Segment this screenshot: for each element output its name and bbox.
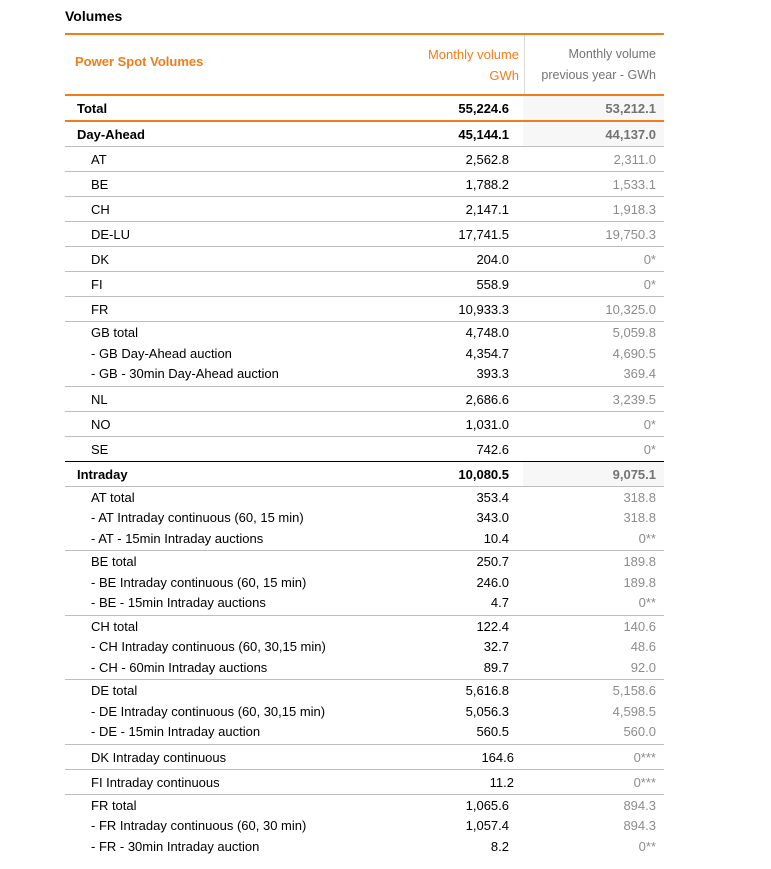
column-header-previous xyxy=(525,44,656,86)
table-row xyxy=(65,592,664,613)
previous-volume-cell: 189.8 xyxy=(623,574,656,590)
previous-volume-cell: 1,533.1 xyxy=(612,177,656,192)
current-volume-cell: 742.6 xyxy=(476,441,509,457)
current-volume-cell: 353.4 xyxy=(476,489,509,505)
current-volume-cell: 2,147.1 xyxy=(465,202,509,217)
table-row-group xyxy=(65,794,664,859)
previous-volume-cell: 5,158.6 xyxy=(612,683,656,698)
previous-volume-cell: 1,918.3 xyxy=(612,202,656,217)
current-volume-cell: 2,686.6 xyxy=(465,391,509,407)
table-row xyxy=(65,387,664,411)
previous-volume-cell: 48.6 xyxy=(630,639,656,654)
current-volume-cell: 11.2 xyxy=(489,774,514,790)
row-label: BE total xyxy=(91,554,137,569)
previous-volume-cell: 0*** xyxy=(633,774,656,790)
table-row xyxy=(65,657,664,678)
table-row-group xyxy=(65,146,664,171)
table-row-group xyxy=(65,221,664,246)
current-volume-cell: 250.7 xyxy=(476,554,509,569)
table-row-group xyxy=(65,550,664,615)
current-volume-cell: 2,562.8 xyxy=(465,152,509,167)
table-row-group xyxy=(65,196,664,221)
current-volume-cell: 122.4 xyxy=(476,618,509,634)
previous-volume-cell: 0* xyxy=(643,441,656,457)
current-volume-cell: 55,224.6 xyxy=(458,101,509,116)
previous-volume-cell: 0** xyxy=(638,530,656,546)
row-label: GB total xyxy=(91,325,138,340)
current-volume-cell: 4.7 xyxy=(490,595,509,610)
previous-volume-cell: 92.0 xyxy=(630,659,656,675)
table-header-label: Power Spot Volumes xyxy=(75,54,204,69)
table-row xyxy=(65,412,664,436)
row-label: - AT - 15min Intraday auctions xyxy=(91,530,264,546)
previous-volume-cell: 560.0 xyxy=(623,724,656,739)
current-volume-cell: 393.3 xyxy=(476,366,509,381)
row-label: BE xyxy=(91,177,109,192)
current-volume-cell: 343.0 xyxy=(476,510,509,525)
current-volume-cell: 17,741.5 xyxy=(458,227,509,242)
previous-volume-cell: 318.8 xyxy=(623,489,656,505)
table-row xyxy=(65,172,664,196)
row-label: SE xyxy=(91,441,109,457)
row-label: AT total xyxy=(91,489,135,505)
previous-volume-cell: 140.6 xyxy=(623,618,656,634)
table-row-group xyxy=(65,122,664,146)
table-row-group xyxy=(65,486,664,551)
table-row-group xyxy=(65,96,664,122)
table-row-group xyxy=(65,679,664,744)
table-row xyxy=(65,721,664,742)
current-volume-cell: 246.0 xyxy=(476,574,509,590)
current-volume-cell: 5,616.8 xyxy=(465,683,509,698)
row-label: FR xyxy=(91,302,109,317)
header-top-rule xyxy=(65,33,664,35)
table-row xyxy=(65,297,664,321)
row-label: - CH - 60min Intraday auctions xyxy=(91,659,268,675)
row-label: - BE - 15min Intraday auctions xyxy=(91,595,266,610)
table-row-group xyxy=(65,615,664,680)
table-row xyxy=(65,272,664,296)
column-header-previous-line2: previous year - GWh xyxy=(541,68,656,82)
previous-volume-cell: 4,598.5 xyxy=(612,703,656,719)
current-volume-cell: 10,933.3 xyxy=(458,302,509,317)
table-row xyxy=(65,616,664,637)
row-label: NO xyxy=(91,416,111,432)
table-row-group xyxy=(65,386,664,411)
previous-volume-cell: 894.3 xyxy=(623,797,656,813)
row-label: Total xyxy=(77,101,108,116)
current-volume-cell: 4,354.7 xyxy=(465,345,509,361)
row-label: DE total xyxy=(91,683,138,698)
row-label: - FR - 30min Intraday auction xyxy=(91,838,260,854)
current-volume-cell: 1,065.6 xyxy=(465,797,509,813)
previous-volume-cell: 369.4 xyxy=(623,366,656,381)
row-label: Intraday xyxy=(77,466,128,482)
current-volume-cell: 89.7 xyxy=(483,659,509,675)
previous-volume-cell: 10,325.0 xyxy=(605,302,656,317)
table-row xyxy=(65,343,664,364)
current-volume-cell: 8.2 xyxy=(490,838,509,854)
table-row xyxy=(65,363,664,384)
table-row xyxy=(65,745,664,769)
row-label: AT xyxy=(91,152,107,167)
row-label: - DE - 15min Intraday auction xyxy=(91,724,261,739)
row-label: - BE Intraday continuous (60, 15 min) xyxy=(91,574,307,590)
current-volume-cell: 10,080.5 xyxy=(458,466,509,482)
table-row-group xyxy=(65,769,664,794)
previous-volume-cell: 4,690.5 xyxy=(612,345,656,361)
current-volume-cell: 45,144.1 xyxy=(458,127,509,142)
table-row xyxy=(65,462,664,486)
current-volume-cell: 32.7 xyxy=(483,639,509,654)
table-row xyxy=(65,147,664,171)
row-label: DK xyxy=(91,252,110,267)
previous-volume-cell: 0* xyxy=(643,252,656,267)
table-row xyxy=(65,437,664,461)
table-row xyxy=(65,122,664,146)
table-row-group xyxy=(65,436,664,461)
row-label: DE-LU xyxy=(91,227,131,242)
table-row xyxy=(65,572,664,593)
table-row xyxy=(65,322,664,343)
table-row xyxy=(65,528,664,549)
row-label: FI xyxy=(91,277,103,292)
previous-volume-cell: 3,239.5 xyxy=(612,391,656,407)
column-header-current xyxy=(415,44,519,86)
table-row xyxy=(65,247,664,271)
previous-volume-cell: 189.8 xyxy=(623,554,656,569)
row-label: DK Intraday continuous xyxy=(91,749,227,765)
table-row xyxy=(65,836,664,857)
row-label: NL xyxy=(91,391,108,407)
table-row-group xyxy=(65,461,664,486)
row-label: - FR Intraday continuous (60, 30 min) xyxy=(91,818,307,833)
volumes-table xyxy=(65,96,664,858)
current-volume-cell: 164.6 xyxy=(481,749,514,765)
table-row xyxy=(65,795,664,816)
page-title: Volumes xyxy=(65,8,123,24)
table-row xyxy=(65,680,664,701)
previous-volume-cell: 0*** xyxy=(633,749,656,765)
column-header-current-line2: GWh xyxy=(489,68,519,83)
previous-volume-cell: 5,059.8 xyxy=(612,325,656,340)
previous-volume-cell: 0** xyxy=(638,595,656,610)
previous-volume-cell: 44,137.0 xyxy=(605,127,656,142)
row-label: CH xyxy=(91,202,110,217)
current-volume-cell: 558.9 xyxy=(476,277,509,292)
table-row-group xyxy=(65,411,664,436)
table-row xyxy=(65,487,664,508)
current-volume-cell: 1,031.0 xyxy=(465,416,509,432)
table-row xyxy=(65,770,664,794)
table-row-group xyxy=(65,271,664,296)
current-volume-cell: 5,056.3 xyxy=(465,703,509,719)
row-label: - AT Intraday continuous (60, 15 min) xyxy=(91,510,304,525)
table-row xyxy=(65,636,664,657)
table-row-group xyxy=(65,744,664,769)
table-row-group xyxy=(65,321,664,386)
current-volume-cell: 1,057.4 xyxy=(465,818,509,833)
row-label: FR total xyxy=(91,797,137,813)
previous-volume-cell: 0* xyxy=(643,416,656,432)
row-label: - CH Intraday continuous (60, 30,15 min) xyxy=(91,639,326,654)
previous-volume-cell: 9,075.1 xyxy=(612,466,656,482)
table-row-group xyxy=(65,171,664,196)
previous-volume-cell: 53,212.1 xyxy=(605,101,656,116)
row-label: FI Intraday continuous xyxy=(91,774,220,790)
row-label: - GB - 30min Day-Ahead auction xyxy=(91,366,279,381)
previous-volume-cell: 0** xyxy=(638,838,656,854)
previous-volume-cell: 2,311.0 xyxy=(613,152,656,167)
column-header-current-line1: Monthly volume xyxy=(427,47,519,62)
row-label: CH total xyxy=(91,618,138,634)
table-row xyxy=(65,197,664,221)
previous-volume-cell: 0* xyxy=(643,277,656,292)
column-header-previous-line1: Monthly volume xyxy=(568,47,656,61)
row-label: Day-Ahead xyxy=(77,127,145,142)
current-volume-cell: 10.4 xyxy=(483,530,509,546)
current-volume-cell: 204.0 xyxy=(476,252,509,267)
table-row xyxy=(65,551,664,572)
table-row xyxy=(65,222,664,246)
table-row-group xyxy=(65,246,664,271)
previous-volume-cell: 318.8 xyxy=(623,510,656,525)
table-row xyxy=(65,815,664,836)
current-volume-cell: 4,748.0 xyxy=(465,325,509,340)
table-row xyxy=(65,96,664,120)
current-volume-cell: 560.5 xyxy=(476,724,509,739)
current-volume-cell: 1,788.2 xyxy=(465,177,509,192)
table-row xyxy=(65,701,664,722)
row-label: - DE Intraday continuous (60, 30,15 min) xyxy=(91,703,326,719)
table-row-group xyxy=(65,296,664,321)
previous-volume-cell: 19,750.3 xyxy=(605,227,656,242)
row-label: - GB Day-Ahead auction xyxy=(91,345,232,361)
previous-volume-cell: 894.3 xyxy=(623,818,656,833)
table-row xyxy=(65,507,664,528)
